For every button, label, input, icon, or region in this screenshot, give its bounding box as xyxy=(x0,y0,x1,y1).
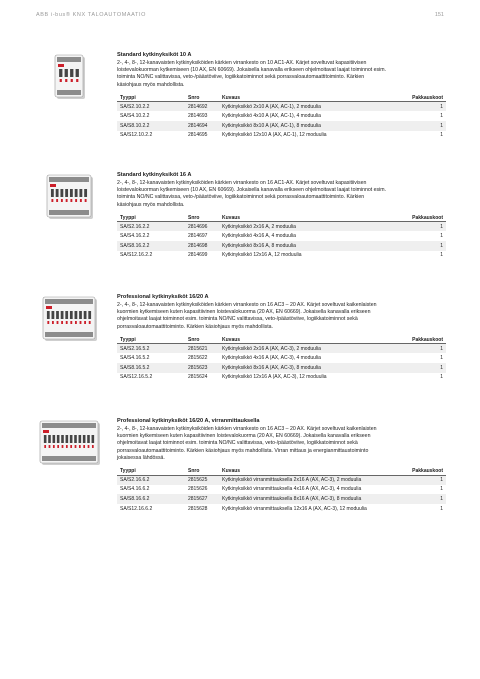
section-title: Professional kytkinyksiköt 16/20 A, virranmittauksella xyxy=(117,418,260,424)
table-row xyxy=(117,353,446,363)
table-row xyxy=(117,475,446,485)
description-line: käsiohjaus myös mahdollista. xyxy=(117,81,185,88)
product-image xyxy=(36,172,102,220)
cell-pack: 1 xyxy=(440,374,443,381)
cell-sno: 2814696 xyxy=(185,222,219,232)
cell-sno: 2815627 xyxy=(185,494,219,504)
cell-pack: 1 xyxy=(402,121,446,131)
description-line: loistevalokuorman kytkemiseen (10 AX, EN 60669). Jokaisella kanavalla erikseen ohjelmoitavat laajat toiminnot esim. xyxy=(117,187,387,194)
cell-type: SA/S2.16.6.2 xyxy=(117,475,185,485)
cell-type: SA/S12.10.2.2 xyxy=(120,132,153,139)
table-row xyxy=(117,485,446,495)
section-description xyxy=(117,426,446,462)
cell-sno: 2814697 xyxy=(188,233,208,240)
column-header-sno: Snro xyxy=(185,336,219,344)
switch-actuator-image xyxy=(36,52,102,100)
cell-pack: 1 xyxy=(440,233,443,240)
column-header-type: Tyyppi xyxy=(117,214,185,222)
cell-type: SA/S2.10.2.2 xyxy=(117,102,185,112)
page-number: 151 xyxy=(434,12,444,18)
product-table xyxy=(117,94,446,140)
cell-type: SA/S12.16.5.2 xyxy=(120,374,153,381)
cell-pack: 1 xyxy=(440,355,443,362)
description-line: käsiohjaus myös mahdollista. xyxy=(117,201,185,208)
cell-type: SA/S4.16.5.2 xyxy=(120,355,150,362)
column-header-pack: Pakkauskoot xyxy=(402,214,446,222)
description-line: ohjelmoitavat laajat toiminnot esim. toiminta NO/NC valittavissa, veto-/päästöviive, logiikkatoiminnot sekä xyxy=(117,440,358,447)
product-image xyxy=(36,418,102,466)
cell-desc: Kytkinyksikkö 4x16 A (AX, AC-3), 4 moduulia xyxy=(222,355,321,362)
table-row xyxy=(117,373,446,383)
cell-desc: Kytkinyksikkö virranmittauksella 8x16 A (AX, AC-3), 8 moduulia xyxy=(219,494,402,504)
cell-sno: 2815625 xyxy=(185,475,219,485)
page-header xyxy=(36,12,444,22)
description-line: jokaisessa lähdössä. xyxy=(117,454,165,461)
table-row xyxy=(117,222,446,232)
section-title: Professional kytkinyksiköt 16/20 A xyxy=(117,294,209,300)
header-brand-text: ABB i-bus® KNX TALOAUTOMAATIO xyxy=(36,12,146,18)
table-row xyxy=(117,102,446,112)
section-content xyxy=(117,418,446,513)
cell-type: SA/S4.16.6.2 xyxy=(120,486,150,493)
cell-desc: Kytkinyksikkö 8x10 A (AX, AC-1), 8 moduulia xyxy=(219,121,402,131)
cell-sno: 2814694 xyxy=(185,121,219,131)
table-row xyxy=(117,504,446,514)
column-header-pack: Pakkauskoot xyxy=(402,467,446,475)
section-description xyxy=(117,60,446,89)
cell-desc: Kytkinyksikkö 4x10 A (AX, AC-1), 4 moduulia xyxy=(222,113,321,120)
section-content xyxy=(117,294,446,382)
column-header-sno: Snro xyxy=(185,467,219,475)
cell-type: SA/S4.10.2.2 xyxy=(120,113,150,120)
cell-sno: 2815624 xyxy=(188,374,208,381)
description-line: porrasvaloautomaattitoiminto. Kärkien käsiohjaus myös mahdollista. xyxy=(117,323,273,330)
cell-pack: 1 xyxy=(402,494,446,504)
cell-type: SA/S8.16.6.2 xyxy=(117,494,185,504)
cell-type: SA/S4.16.2.2 xyxy=(120,233,150,240)
cell-pack: 1 xyxy=(402,344,446,354)
cell-desc: Kytkinyksikkö virranmittauksella 4x16 A (AX, AC-3), 4 moduulia xyxy=(222,486,362,493)
column-header-desc: Kuvaus xyxy=(219,336,402,344)
cell-desc: Kytkinyksikkö virranmittauksella 2x16 A (AX, AC-3), 2 moduulia xyxy=(219,475,402,485)
column-header-type: Tyyppi xyxy=(117,467,185,475)
cell-desc: Kytkinyksikkö 2x16 A, 2 moduulia xyxy=(219,222,402,232)
column-header-type: Tyyppi xyxy=(117,94,185,102)
cell-desc: Kytkinyksikkö 2x10 A (AX, AC-1), 2 moduulia xyxy=(219,102,402,112)
section-description xyxy=(117,180,446,209)
table-row xyxy=(117,131,446,141)
cell-desc: Kytkinyksikkö 8x16 A, 8 moduulia xyxy=(219,241,402,251)
table-header-row xyxy=(117,467,446,475)
cell-type: SA/S2.16.5.2 xyxy=(117,344,185,354)
cell-desc: Kytkinyksikkö 8x16 A (AX, AC-3), 8 moduulia xyxy=(219,363,402,373)
cell-sno: 2815623 xyxy=(185,363,219,373)
table-header-row xyxy=(117,336,446,344)
table-row xyxy=(117,363,446,373)
cell-sno: 2815622 xyxy=(188,355,208,362)
description-line: ohjelmoitavat laajat toiminnot esim. toiminta NO/NC valittavissa, veto-/päästöviive, logiikkatoiminnot sekä xyxy=(117,316,358,323)
column-header-type: Tyyppi xyxy=(117,336,185,344)
cell-sno: 2814692 xyxy=(185,102,219,112)
table-row xyxy=(117,494,446,504)
description-line: kuormien kytkemiseen kuten kapasitiivinen loistevalokuorma (20 AX, EN 60669). Jokaisella kanavalla erikseen xyxy=(117,309,371,316)
table-row xyxy=(117,241,446,251)
switch-actuator-image xyxy=(36,172,102,220)
cell-desc: Kytkinyksikkö 2x16 A (AX, AC-3), 2 moduulia xyxy=(219,344,402,354)
cell-type: SA/S12.16.6.2 xyxy=(120,505,153,512)
cell-desc: Kytkinyksikkö 12x16 A (AX, AC-3), 12 moduulia xyxy=(222,374,327,381)
table-header-row xyxy=(117,94,446,102)
switch-actuator-image xyxy=(36,418,102,466)
cell-sno: 2814698 xyxy=(185,241,219,251)
table-row xyxy=(117,251,446,261)
cell-desc: Kytkinyksikkö 4x16 A, 4 moduulia xyxy=(222,233,296,240)
cell-pack: 1 xyxy=(402,241,446,251)
cell-pack: 1 xyxy=(402,102,446,112)
column-header-sno: Snro xyxy=(185,214,219,222)
column-header-pack: Pakkauskoot xyxy=(402,336,446,344)
cell-pack: 1 xyxy=(402,475,446,485)
table-row xyxy=(117,111,446,121)
cell-type: SA/S8.10.2.2 xyxy=(117,121,185,131)
cell-sno: 2815628 xyxy=(188,505,208,512)
cell-type: SA/S12.16.2.2 xyxy=(120,252,153,259)
cell-sno: 2814693 xyxy=(188,113,208,120)
column-header-sno: Snro xyxy=(185,94,219,102)
product-table xyxy=(117,214,446,260)
cell-desc: Kytkinyksikkö 12x16 A, 12 moduulia xyxy=(222,252,302,259)
description-line: 2-, 4-, 8-, 12-kanavaisten kytkinyksiköiden kärkien virrankesto on 16 AC1-AX. Kärjet soveltuvat kapasitiivisen xyxy=(117,180,367,186)
product-table xyxy=(117,336,446,382)
cell-type: SA/S8.16.2.2 xyxy=(117,241,185,251)
cell-pack: 1 xyxy=(440,486,443,493)
table-row xyxy=(117,231,446,241)
cell-sno: 2814699 xyxy=(188,252,208,259)
section-description xyxy=(117,302,446,331)
cell-type: SA/S8.16.5.2 xyxy=(117,363,185,373)
cell-pack: 1 xyxy=(440,132,443,139)
column-header-desc: Kuvaus xyxy=(219,467,402,475)
cell-pack: 1 xyxy=(440,113,443,120)
cell-sno: 2815621 xyxy=(185,344,219,354)
product-image xyxy=(36,294,102,342)
cell-sno: 2815626 xyxy=(188,486,208,493)
section-content xyxy=(117,52,446,140)
table-row xyxy=(117,344,446,354)
description-line: loistevalokuorman kytkemiseen (10 AX, EN 60669). Jokaisella kanavalla erikseen ohjelmoitavat laajat toiminnot esim. xyxy=(117,67,387,74)
cell-desc: Kytkinyksikkö 12x10 A (AX, AC-1), 12 moduulia xyxy=(222,132,327,139)
switch-actuator-image xyxy=(36,294,102,342)
description-line: toiminta NO/NC valittavissa, veto-/päästöviive, logiikkatoiminnot sekä porrasvaloautomaattitoiminto. Kärkien xyxy=(117,194,365,201)
cell-pack: 1 xyxy=(440,252,443,259)
cell-sno: 2814695 xyxy=(188,132,208,139)
description-line: 2-, 4-, 8-, 12-kanavaisten kytkinyksiköiden kärkien virrankesto on 10 AC1-AX. Kärjet soveltuvat kapasitiivisen xyxy=(117,60,367,66)
section-content xyxy=(117,172,446,260)
product-image xyxy=(36,52,102,100)
description-line: 2-, 4-, 8-, 12-kanavaisten kytkinyksiköiden kärkien virrankesto on 16 AC3 – 20 AX. Kärjet soveltuvat kaikenlaisten xyxy=(117,426,377,432)
table-header-row xyxy=(117,214,446,222)
description-line: 2-, 4-, 8-, 12-kanavaisten kytkinyksiköiden kärkien virrankesto on 16 AC3 – 20 AX. Kärjet soveltuvat kaikenlaisten xyxy=(117,302,377,308)
description-line: porrasvaloautomaattitoiminto. Kärkien käsiohjaus myös mahdollista. Virran mittaus ja energianmittaustoiminto xyxy=(117,447,369,454)
table-row xyxy=(117,121,446,131)
column-header-desc: Kuvaus xyxy=(219,94,402,102)
column-header-desc: Kuvaus xyxy=(219,214,402,222)
section-title: Standard kytkinyksiköt 10 A xyxy=(117,52,192,58)
description-line: toiminta NO/NC valittavissa, veto-/päästöviive, logiikkatoiminnot sekä porrasvaloautomaattitoiminto. Kärkien xyxy=(117,74,365,81)
cell-desc: Kytkinyksikkö virranmittauksella 12x16 A (AX, AC-3), 12 moduulia xyxy=(222,505,367,512)
cell-pack: 1 xyxy=(402,222,446,232)
column-header-pack: Pakkauskoot xyxy=(402,94,446,102)
cell-pack: 1 xyxy=(440,505,443,512)
description-line: kuormien kytkemiseen kuten kapasitiivinen loistevalokuorma (20 AX, EN 60669). Jokaisella kanavalla erikseen xyxy=(117,433,371,440)
product-table xyxy=(117,467,446,513)
cell-type: SA/S2.16.2.2 xyxy=(117,222,185,232)
cell-pack: 1 xyxy=(402,363,446,373)
section-title: Standard kytkinyksiköt 16 A xyxy=(117,172,192,178)
